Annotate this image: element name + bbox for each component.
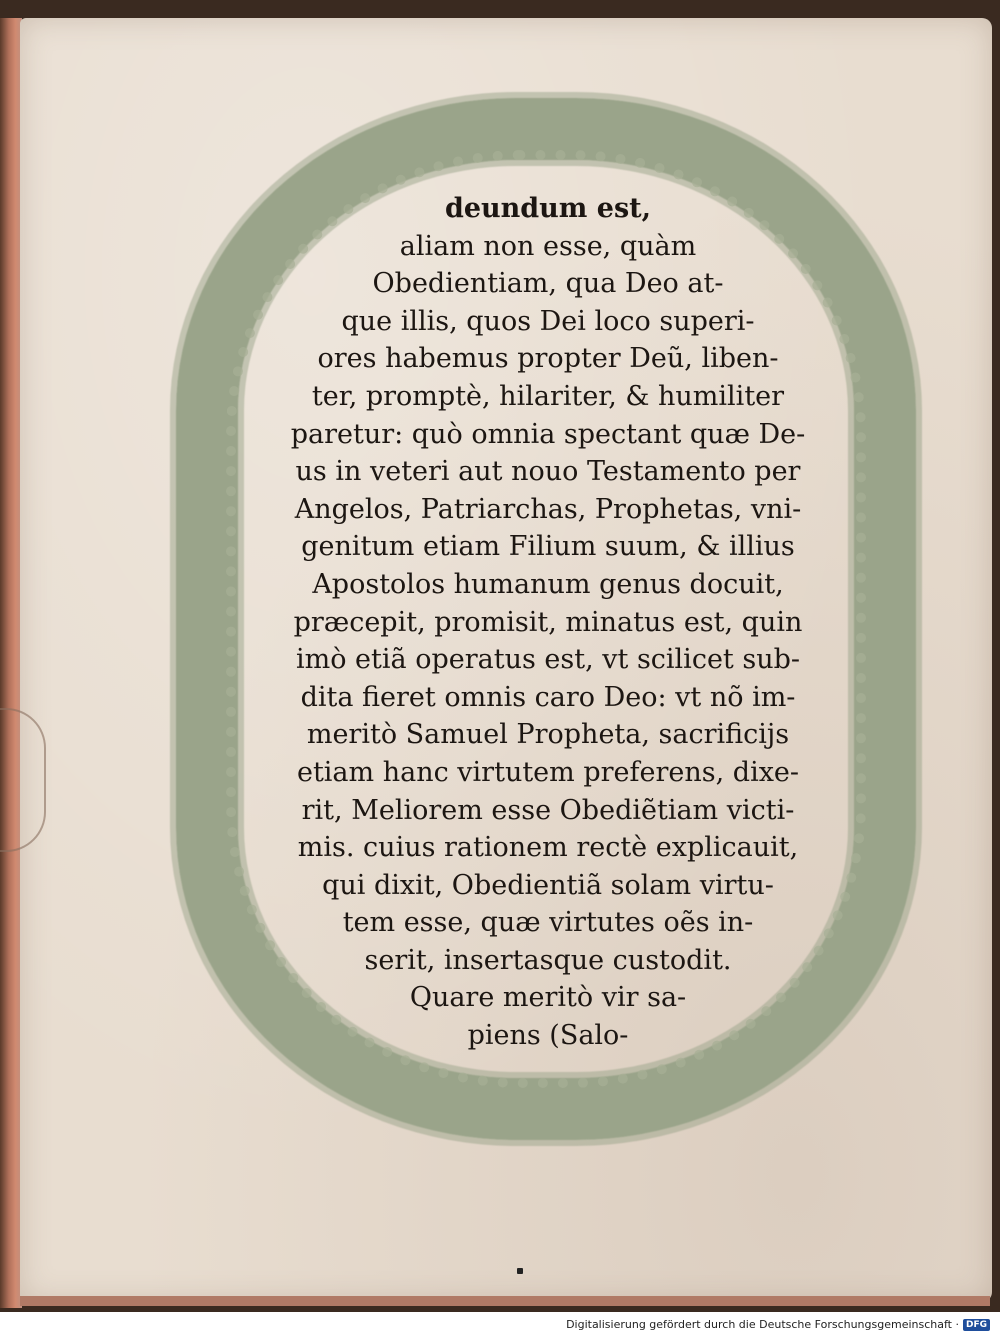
- text-line: tem esse, quæ virtutes oẽs in-: [342, 907, 754, 939]
- text-line: ter, promptè, hilariter, & humiliter: [311, 380, 785, 412]
- text-line: piens (Salo-: [467, 1020, 629, 1052]
- text-line: Obedientiam, qua Deo at-: [372, 268, 724, 300]
- signature-mark: [517, 1268, 523, 1274]
- book-edge: [0, 18, 22, 1308]
- text-line: serit, insertasque custodit.: [364, 944, 732, 976]
- text-line: Quare meritò vir sa-: [409, 982, 687, 1014]
- footer-credit: Digitalisierung gefördert durch die Deutsche Forschungsgemeinschaft ·: [566, 1318, 959, 1331]
- text-line: imò etiã operatus est, vt scilicet sub-: [295, 644, 801, 676]
- page-tab-mark: [0, 708, 46, 852]
- page-text: [268, 190, 828, 1055]
- digitization-footer: [566, 1318, 990, 1331]
- text-line: genitum etiam Filium suum, & illius: [301, 531, 795, 563]
- text-line: mis. cuius rationem rectè explicauit,: [297, 832, 799, 864]
- text-line: aliam non esse, quàm: [399, 230, 697, 262]
- text-line: Apostolos humanum genus docuit,: [312, 568, 784, 600]
- text-line: qui dixit, Obedientiã solam virtu-: [322, 869, 774, 901]
- text-line: dita fieret omnis caro Deo: vt nõ im-: [300, 681, 796, 713]
- dfg-logo: DFG: [963, 1319, 990, 1331]
- text-line: etiam hanc virtutem preferens, dixe-: [296, 756, 800, 788]
- text-line: paretur: quò omnia spectant quæ De-: [290, 418, 806, 450]
- text-line: us in veteri aut nouo Testamento per: [295, 456, 801, 488]
- page-bottom-edge: [20, 1296, 990, 1306]
- text-line: rit, Meliorem esse Obediẽtiam victi-: [301, 794, 795, 826]
- text-line: que illis, quos Dei loco superi-: [341, 305, 755, 337]
- text-line: Angelos, Patriarchas, Prophetas, vni-: [294, 493, 802, 525]
- text-line: ores habemus propter Deũ, liben-: [317, 343, 779, 375]
- text-line: meritò Samuel Propheta, sacrificijs: [306, 719, 790, 751]
- text-line: præcepit, promisit, minatus est, quin: [293, 606, 803, 638]
- text-line: deundum est,: [444, 193, 652, 224]
